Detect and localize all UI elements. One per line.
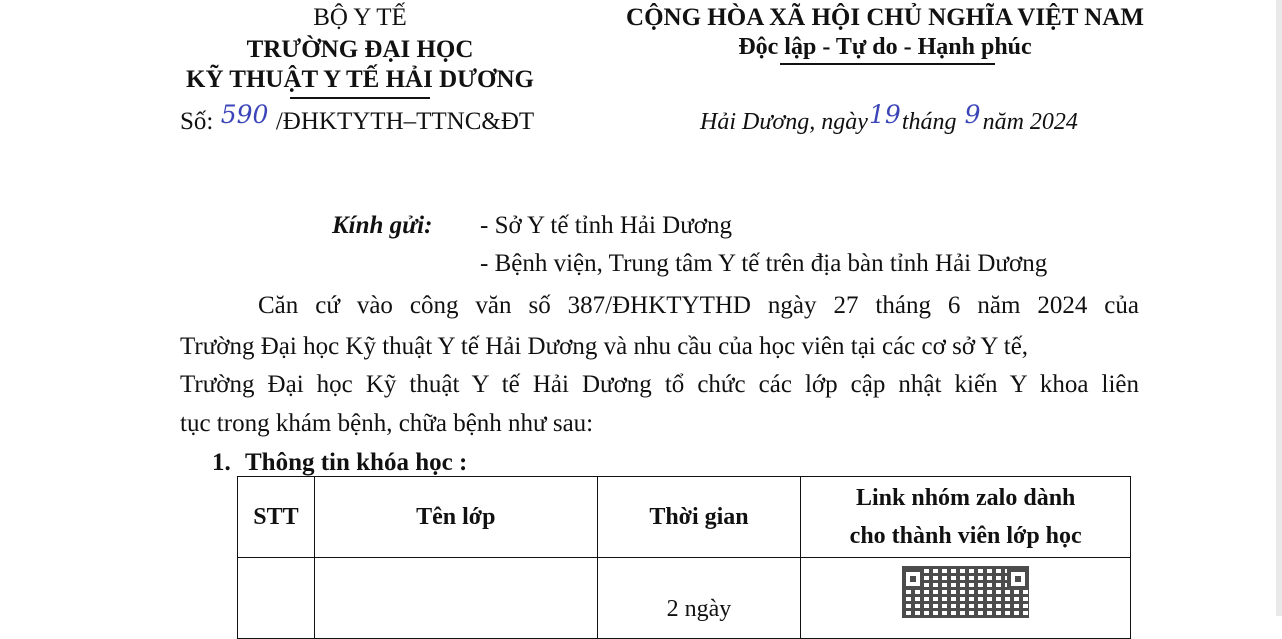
- qr-finder-top-right: [1007, 568, 1029, 590]
- school-underline: [290, 97, 430, 99]
- recipient-item-1: - Sở Y tế tỉnh Hải Dương: [480, 212, 733, 239]
- body-line-2: Trường Đại học Kỹ thuật Y tế Hải Dương và nhu cầu của học viên tại các cơ sở Y tế,: [180, 333, 1029, 360]
- cell-class-name: [314, 558, 597, 639]
- school-name-line1: TRƯỜNG ĐẠI HỌC: [246, 36, 474, 63]
- number-prefix: Số:: [180, 108, 214, 135]
- month-handwritten: 9: [964, 100, 981, 129]
- cell-stt: [238, 558, 315, 639]
- national-motto: Độc lập - Tự do - Hạnh phúc: [738, 34, 1032, 60]
- header-zalo-link: [801, 477, 1131, 558]
- cell-time: [597, 558, 801, 639]
- header-zalo-line1: Link nhóm zalo dành: [855, 485, 1076, 511]
- header-time: Thời gian: [597, 477, 801, 558]
- section-number: 1.: [212, 449, 231, 476]
- number-suffix: /ĐHKTYTH–TTNC&ĐT: [275, 108, 535, 135]
- year-text: năm 2024: [982, 109, 1078, 135]
- body-line-1: Căn cứ vào công văn số 387/ĐHKTYTHD ngày 27 tháng 6 năm 2024 của: [258, 292, 1139, 319]
- body-line-3: Trường Đại học Kỹ thuật Y tế Hải Dương tổ chức các lớp cập nhật kiến Y khoa liên: [180, 371, 1139, 398]
- ministry-name: BỘ Y TẾ: [313, 4, 407, 31]
- recipients-label: Kính gửi:: [332, 212, 433, 239]
- section-heading: [212, 449, 467, 477]
- header-zalo-line2: cho thành viên lớp học: [849, 523, 1082, 549]
- date-prefix: Hải Dương, ngày: [700, 109, 868, 135]
- header-class-name: Tên lớp: [314, 477, 597, 558]
- month-word: tháng: [901, 109, 957, 135]
- motto-underline: [780, 63, 995, 65]
- document-number: [180, 100, 535, 136]
- body-line-4: tục trong khám bệnh, chữa bệnh như sau:: [180, 410, 594, 437]
- section-title: Thông tin khóa học :: [245, 449, 468, 476]
- school-name-line2: KỸ THUẬT Y TẾ HẢI DƯƠNG: [186, 66, 534, 93]
- cell-time-text: 2 ngày: [666, 596, 732, 622]
- header-stt: STT: [238, 477, 315, 558]
- qr-code-icon[interactable]: [902, 566, 1029, 618]
- page-edge: [1276, 0, 1282, 616]
- qr-finder-top-left: [902, 568, 924, 590]
- country-name: CỘNG HÒA XÃ HỘI CHỦ NGHĨA VIỆT NAM: [626, 4, 1144, 31]
- issue-date: [700, 100, 1078, 136]
- table-header-row: [238, 477, 1131, 558]
- recipient-item-2: - Bệnh viện, Trung tâm Y tế trên địa bàn tỉnh Hải Dương: [480, 250, 1048, 277]
- day-handwritten: 19: [868, 100, 901, 129]
- number-handwritten: 590: [220, 100, 269, 129]
